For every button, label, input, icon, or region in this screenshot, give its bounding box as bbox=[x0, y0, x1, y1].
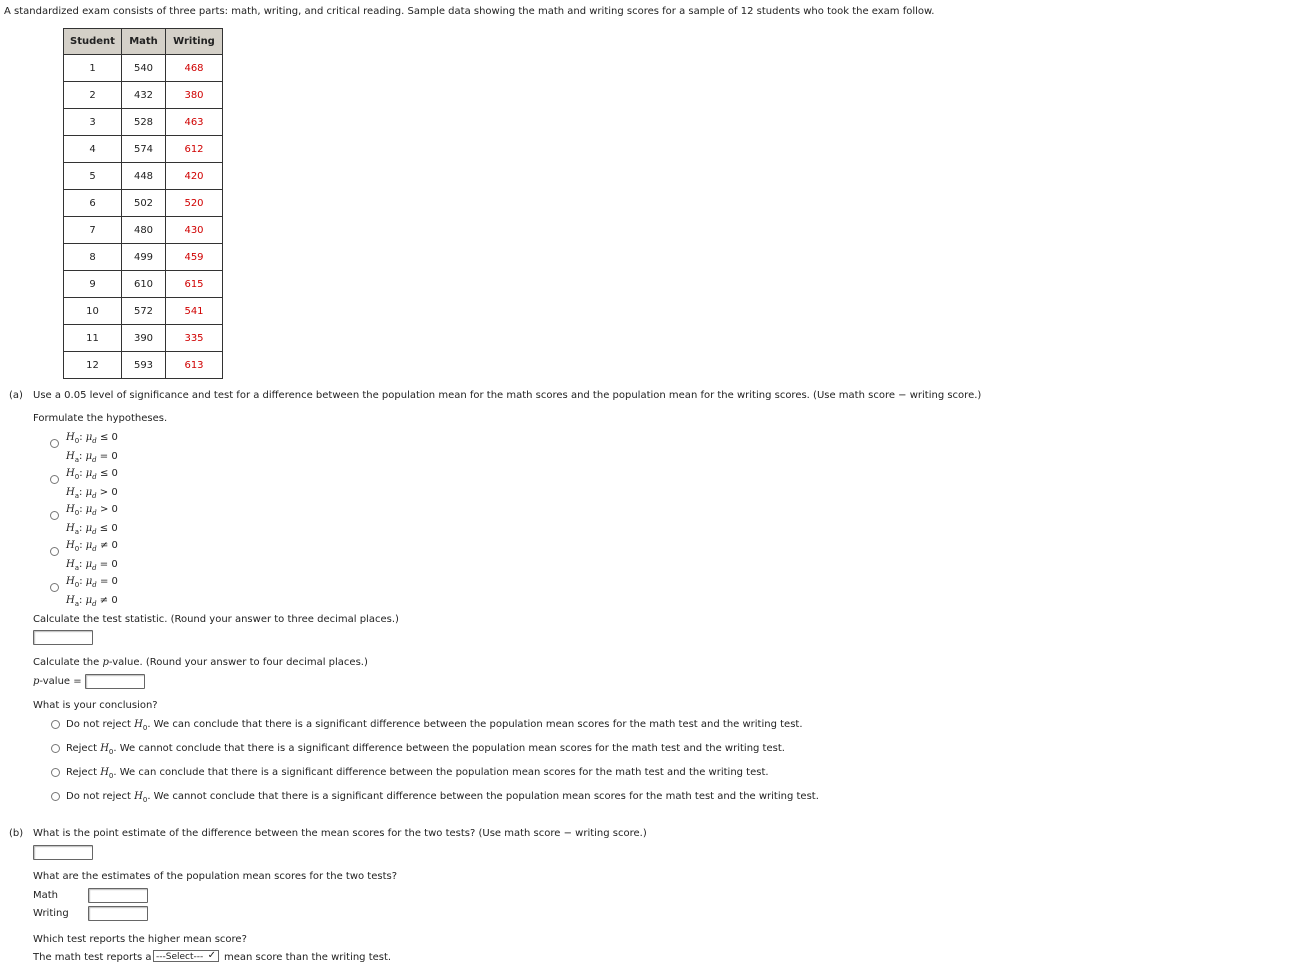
hypothesis-radio[interactable] bbox=[50, 439, 59, 448]
ha-line: $H_a$: $\mu_d = 0$ bbox=[66, 451, 118, 464]
ha-line: $H_a$: $\mu_d \le 0$ bbox=[66, 523, 118, 536]
table-row bbox=[64, 163, 223, 190]
h0-value: 0 bbox=[111, 432, 118, 443]
chevron-down-icon: ✓ bbox=[207, 950, 216, 961]
higher-prompt: Which test reports the higher mean score? bbox=[33, 934, 247, 945]
hypothesis-option[interactable] bbox=[66, 538, 118, 576]
cell-math: 502 bbox=[122, 190, 166, 217]
part-b-question: What is the point estimate of the difference between the mean scores for the two tests? (Use math score − writing score.) bbox=[33, 828, 647, 839]
hypothesis-option[interactable] bbox=[66, 502, 118, 540]
cell-math: 480 bbox=[122, 217, 166, 244]
cell-writing: 612 bbox=[166, 136, 223, 163]
conclusion-post: . We cannot conclude that there is a significant difference between the population mean scores for the math test and the writing test. bbox=[147, 791, 819, 802]
cell-student: 7 bbox=[64, 217, 122, 244]
hypothesis-radio[interactable] bbox=[50, 511, 59, 520]
pvalue-input[interactable] bbox=[85, 674, 145, 689]
ha-operator: = bbox=[99, 559, 109, 570]
h0-operator: ≤ bbox=[99, 468, 109, 479]
conclusion-radio[interactable] bbox=[51, 720, 60, 729]
h0-line: $H_0$: $\mu_d \le 0$ bbox=[66, 468, 118, 481]
h0-value: 0 bbox=[111, 576, 118, 587]
conclusion-post: . We can conclude that there is a significant difference between the population mean scores for the math test and the writing test. bbox=[113, 767, 769, 778]
h0-line: $H_0$: $\mu_d \ne 0$ bbox=[66, 540, 118, 553]
cell-math: 593 bbox=[122, 352, 166, 379]
cell-student: 9 bbox=[64, 271, 122, 298]
h0-line: $H_0$: $\mu_d = 0$ bbox=[66, 576, 118, 589]
ha-operator: > bbox=[99, 487, 109, 498]
conclusion-option[interactable]: Reject $H_0$. We can conclude that there is a significant difference between the population mean scores for the math test and the writing test. bbox=[66, 767, 769, 780]
ha-value: 0 bbox=[111, 523, 118, 534]
table-row bbox=[64, 298, 223, 325]
conclusion-pre: Reject bbox=[66, 743, 101, 754]
h0-operator: ≠ bbox=[99, 540, 109, 551]
pvalue-label-rest: -value = bbox=[39, 676, 82, 687]
h0-operator: ≤ bbox=[99, 432, 109, 443]
hypothesis-option[interactable] bbox=[66, 574, 118, 612]
cell-student: 2 bbox=[64, 82, 122, 109]
hypothesis-radio[interactable] bbox=[50, 475, 59, 484]
cell-writing: 615 bbox=[166, 271, 223, 298]
cell-writing: 430 bbox=[166, 217, 223, 244]
pvalue-prompt bbox=[33, 657, 368, 668]
conclusion-radio[interactable] bbox=[51, 768, 60, 777]
ha-line: $H_a$: $\mu_d > 0$ bbox=[66, 487, 118, 500]
sentence-post: mean score than the writing test. bbox=[224, 952, 392, 963]
cell-math: 448 bbox=[122, 163, 166, 190]
h0-line: $H_0$: $\mu_d > 0$ bbox=[66, 504, 118, 517]
part-b-label: (b) bbox=[9, 828, 24, 839]
conclusion-option[interactable]: Reject $H_0$. We cannot conclude that there is a significant difference between the population mean scores for the math test and the writing test. bbox=[66, 743, 785, 756]
cell-math: 390 bbox=[122, 325, 166, 352]
math-label: Math bbox=[33, 890, 59, 901]
cell-writing: 541 bbox=[166, 298, 223, 325]
cell-writing: 520 bbox=[166, 190, 223, 217]
h0-value: 0 bbox=[111, 540, 118, 551]
cell-writing: 468 bbox=[166, 55, 223, 82]
ha-operator: ≤ bbox=[99, 523, 109, 534]
pvalue-prompt-p: p bbox=[102, 657, 109, 668]
conclusion-option[interactable]: Do not reject $H_0$. We can conclude that there is a significant difference between the population mean scores for the math test and the writing test. bbox=[66, 719, 803, 732]
h0-value: 0 bbox=[111, 468, 118, 479]
header-student: Student bbox=[64, 29, 122, 55]
sentence-pre: The math test reports a bbox=[33, 952, 152, 963]
table-row bbox=[64, 244, 223, 271]
conclusion-post: . We can conclude that there is a significant difference between the population mean scores for the math test and the writing test. bbox=[147, 719, 803, 730]
table-row bbox=[64, 109, 223, 136]
cell-writing: 380 bbox=[166, 82, 223, 109]
ha-value: 0 bbox=[111, 487, 118, 498]
test-statistic-input[interactable] bbox=[33, 630, 93, 645]
pvalue-prompt-post: -value. (Round your answer to four decimal places.) bbox=[108, 657, 368, 668]
cell-student: 4 bbox=[64, 136, 122, 163]
cell-math: 572 bbox=[122, 298, 166, 325]
estimates-prompt: What are the estimates of the population mean scores for the two tests? bbox=[33, 871, 398, 882]
ha-value: 0 bbox=[111, 559, 118, 570]
cell-writing: 613 bbox=[166, 352, 223, 379]
cell-math: 432 bbox=[122, 82, 166, 109]
scores-table bbox=[63, 28, 223, 379]
header-writing: Writing bbox=[166, 29, 223, 55]
ha-value: 0 bbox=[111, 451, 118, 462]
hypothesis-option[interactable] bbox=[66, 430, 118, 468]
conclusion-radio[interactable] bbox=[51, 744, 60, 753]
conclusion-radio[interactable] bbox=[51, 792, 60, 801]
cell-math: 574 bbox=[122, 136, 166, 163]
table-row bbox=[64, 136, 223, 163]
table-row bbox=[64, 190, 223, 217]
table-header-row bbox=[64, 29, 223, 55]
pvalue-label bbox=[33, 676, 82, 687]
ha-line: $H_a$: $\mu_d \ne 0$ bbox=[66, 595, 118, 608]
h0-operator: = bbox=[99, 576, 109, 587]
cell-student: 8 bbox=[64, 244, 122, 271]
table-row bbox=[64, 217, 223, 244]
table-row bbox=[64, 271, 223, 298]
test-stat-prompt: Calculate the test statistic. (Round your answer to three decimal places.) bbox=[33, 614, 399, 625]
h0-operator: > bbox=[99, 504, 109, 515]
hypotheses-prompt: Formulate the hypotheses. bbox=[33, 413, 168, 424]
cell-student: 6 bbox=[64, 190, 122, 217]
cell-student: 5 bbox=[64, 163, 122, 190]
select-value: ---Select--- bbox=[156, 952, 204, 962]
conclusion-post: . We cannot conclude that there is a significant difference between the population mean scores for the math test and the writing test. bbox=[113, 743, 785, 754]
conclusion-pre: Do not reject bbox=[66, 719, 135, 730]
cell-student: 11 bbox=[64, 325, 122, 352]
ha-operator: ≠ bbox=[99, 595, 109, 606]
cell-student: 3 bbox=[64, 109, 122, 136]
cell-math: 499 bbox=[122, 244, 166, 271]
conclusion-pre: Do not reject bbox=[66, 791, 135, 802]
ha-operator: = bbox=[99, 451, 109, 462]
writing-label: Writing bbox=[33, 908, 69, 919]
cell-writing: 420 bbox=[166, 163, 223, 190]
table-row bbox=[64, 352, 223, 379]
hypothesis-option[interactable] bbox=[66, 466, 118, 504]
conclusion-pre: Reject bbox=[66, 767, 101, 778]
conclusion-option[interactable]: Do not reject $H_0$. We cannot conclude that there is a significant difference between the population mean scores for the math test and the writing test. bbox=[66, 791, 819, 804]
conclusion-prompt: What is your conclusion? bbox=[33, 700, 158, 711]
part-a-question: Use a 0.05 level of significance and test for a difference between the population mean for the math scores and the population mean for the writing scores. (Use math score − writing score.) bbox=[33, 390, 982, 401]
writing-mean-input[interactable] bbox=[88, 906, 148, 921]
ha-value: 0 bbox=[111, 595, 118, 606]
ha-line: $H_a$: $\mu_d = 0$ bbox=[66, 559, 118, 572]
problem-intro: A standardized exam consists of three parts: math, writing, and critical reading. Sample data showing the math and writing scores for a sample of 12 students who took the exam follow. bbox=[4, 6, 935, 17]
pvalue-label-p: p bbox=[33, 676, 40, 687]
cell-math: 610 bbox=[122, 271, 166, 298]
table-row bbox=[64, 82, 223, 109]
table-row bbox=[64, 55, 223, 82]
h0-value: 0 bbox=[111, 504, 118, 515]
cell-student: 1 bbox=[64, 55, 122, 82]
hypothesis-radio[interactable] bbox=[50, 583, 59, 592]
part-a-label: (a) bbox=[9, 390, 23, 401]
math-mean-input[interactable] bbox=[88, 888, 148, 903]
cell-student: 10 bbox=[64, 298, 122, 325]
hypothesis-radio[interactable] bbox=[50, 547, 59, 556]
cell-math: 528 bbox=[122, 109, 166, 136]
pvalue-prompt-pre: Calculate the bbox=[33, 657, 103, 668]
cell-writing: 459 bbox=[166, 244, 223, 271]
table-row bbox=[64, 325, 223, 352]
higher-lower-select[interactable] bbox=[153, 950, 219, 962]
cell-writing: 335 bbox=[166, 325, 223, 352]
header-math: Math bbox=[122, 29, 166, 55]
cell-writing: 463 bbox=[166, 109, 223, 136]
h0-line: $H_0$: $\mu_d \le 0$ bbox=[66, 432, 118, 445]
cell-math: 540 bbox=[122, 55, 166, 82]
cell-student: 12 bbox=[64, 352, 122, 379]
point-estimate-input[interactable] bbox=[33, 845, 93, 860]
